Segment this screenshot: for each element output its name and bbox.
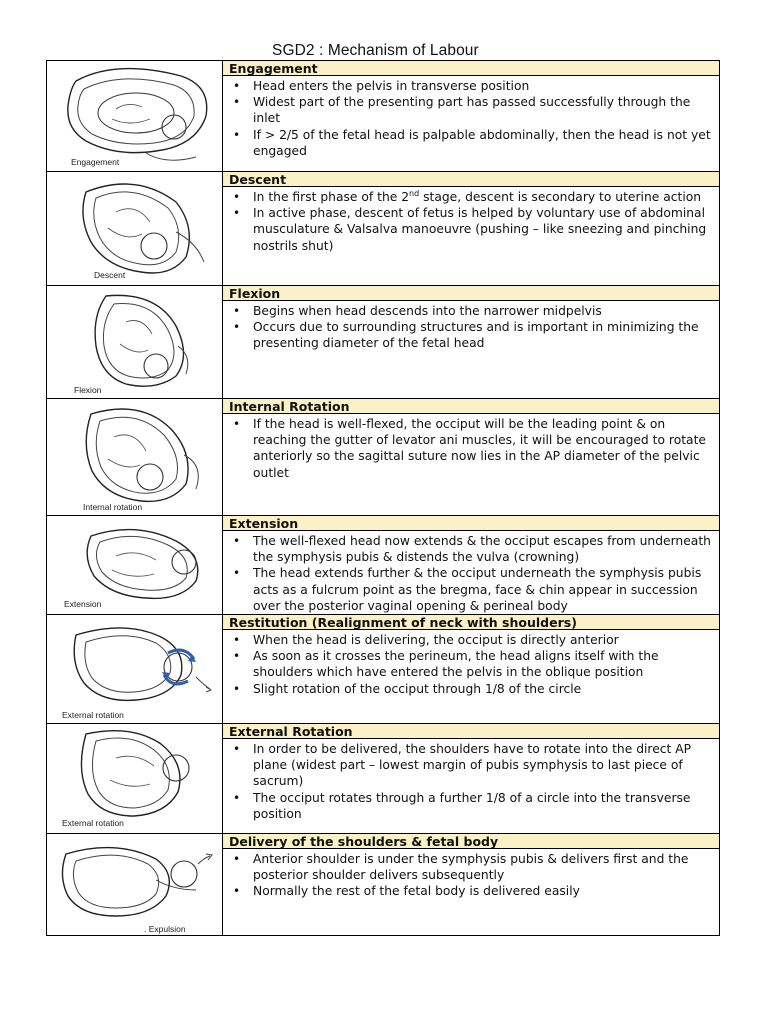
external-rotation-illustration <box>46 724 222 833</box>
row-heading-restitution: Restitution (Realignment of neck with shoulders) <box>223 615 719 630</box>
internal-rotation-list <box>223 416 719 481</box>
list-item: • The head extends further & the occiput underneath the symphysis pubis acts as a fulcrum point as the bregma, face & chin appear in succession over the posterior vaginal opening & perineal body <box>223 565 719 614</box>
table-border-right <box>719 60 720 936</box>
external-rotation-caption: External rotation <box>62 818 124 828</box>
list-item: • In active phase, descent of fetus is helped by voluntary use of abdominal musculature & Valsalva manoeuvre (pushing – like sneezing and pinching nostrils shut) <box>223 205 719 254</box>
row-heading-external-rotation: External Rotation <box>223 724 719 739</box>
list-item: • If > 2/5 of the fetal head is palpable abdominally, then the head is not yet engaged <box>223 127 719 159</box>
restitution-illustration <box>46 615 222 723</box>
row-heading-flexion: Flexion <box>223 286 719 301</box>
extension-illustration <box>46 516 222 614</box>
flexion-list <box>223 303 719 352</box>
list-item: • Widest part of the presenting part has passed successfully through the inlet <box>223 94 719 126</box>
list-item: • Head enters the pelvis in transverse position <box>223 78 719 94</box>
list-item: • The well-flexed head now extends & the occiput escapes from underneath the symphysis pubis & distends the vulva (crowning) <box>223 533 719 565</box>
descent-caption: Descent <box>94 270 126 280</box>
internal-rotation-caption: Internal rotation <box>83 502 143 512</box>
external-rotation-list <box>223 741 719 822</box>
row-heading-internal-rotation: Internal Rotation <box>223 399 719 414</box>
restitution-list <box>223 632 719 697</box>
descent-illustration <box>46 172 222 285</box>
page-title: SGD2 : Mechanism of Labour <box>272 42 479 59</box>
row-heading-delivery: Delivery of the shoulders & fetal body <box>223 834 719 849</box>
mechanism-table <box>46 60 720 936</box>
list-item: • Anterior shoulder is under the symphysis pubis & delivers first and the posterior shoulder delivers subsequently <box>223 851 719 883</box>
list-item: • If the head is well-flexed, the occiput will be the leading point & on reaching the gutter of levator ani muscles, it will be encouraged to rotate anteriorly so the sagittal suture now lies in the AP diameter of the pelvic outlet <box>223 416 719 481</box>
extension-caption: Extension <box>64 599 102 609</box>
list-item-text: In the first phase of the 2 <box>253 190 410 204</box>
engagement-caption: Engagement <box>71 157 120 167</box>
restitution-caption: External rotation <box>62 710 124 720</box>
list-item <box>223 189 719 205</box>
delivery-list <box>223 851 719 900</box>
expulsion-caption: . Expulsion <box>144 924 186 934</box>
list-item: • The occiput rotates through a further 1/8 of a circle into the transverse position <box>223 790 719 822</box>
engagement-list <box>223 78 719 159</box>
list-item: • Begins when head descends into the narrower midpelvis <box>223 303 719 319</box>
row-heading-extension: Extension <box>223 516 719 531</box>
list-item-text: stage, descent is secondary to uterine action <box>419 190 702 204</box>
superscript: nd <box>409 188 420 198</box>
flexion-illustration <box>46 286 222 398</box>
expulsion-illustration <box>46 834 222 935</box>
row-heading-descent: Descent <box>223 172 719 187</box>
list-item: • Normally the rest of the fetal body is delivered easily <box>223 883 719 899</box>
list-item: • In order to be delivered, the shoulders have to rotate into the direct AP plane (widest part – lowest margin of pubis symphysis to last piece of sacrum) <box>223 741 719 790</box>
flexion-caption: Flexion <box>74 385 102 395</box>
list-item: • Occurs due to surrounding structures and is important in minimizing the presenting diameter of the fetal head <box>223 319 719 351</box>
descent-list <box>223 189 719 254</box>
internal-rotation-illustration <box>46 399 222 515</box>
engagement-illustration <box>46 61 222 171</box>
row-heading-engagement: Engagement <box>223 61 719 76</box>
list-item: • When the head is delivering, the occiput is directly anterior <box>223 632 719 648</box>
list-item: • Slight rotation of the occiput through 1/8 of the circle <box>223 681 719 697</box>
row-line <box>46 935 720 936</box>
extension-list <box>223 533 719 614</box>
list-item: • As soon as it crosses the perineum, the head aligns itself with the shoulders which have entered the pelvis in the oblique position <box>223 648 719 680</box>
